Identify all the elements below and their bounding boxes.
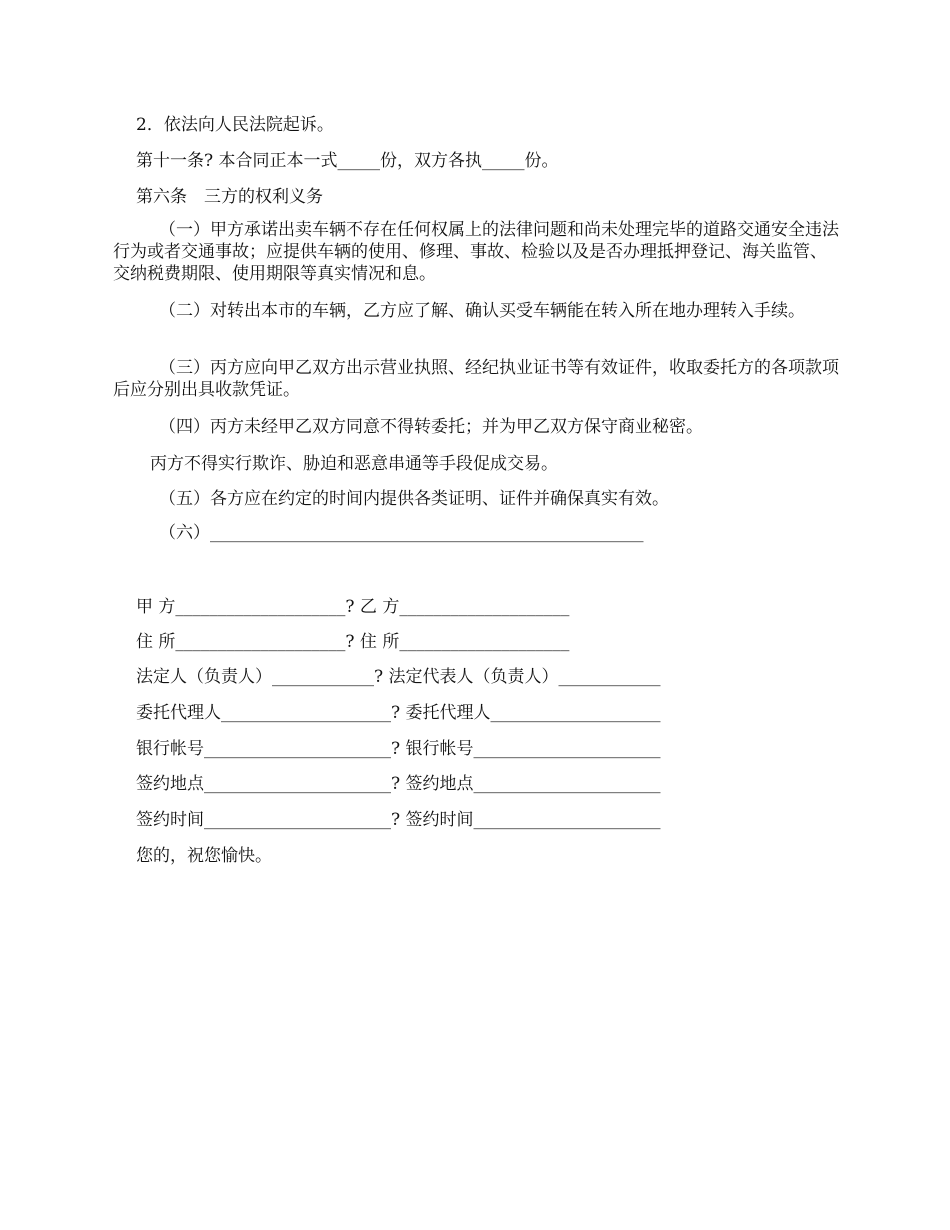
signature-bank-account-line: 银行帐号______________________? 银行帐号______________________ [136, 739, 661, 759]
signature-party-line: 甲 方____________________? 乙 方____________________ [136, 597, 570, 617]
clause-eleven: 第十一条? 本合同正本一式_____份，双方各执_____份。 [136, 151, 559, 171]
paragraph-four: （四）丙方未经甲乙双方同意不得转委托；并为甲乙双方保守商业秘密。 [159, 417, 703, 437]
paragraph-five: （五）各方应在约定的时间内提供各类证明、证件并确保真实有效。 [159, 489, 669, 509]
paragraph-two: （二）对转出本市的车辆，乙方应了解、确认买受车辆能在转入所在地办理转入手续。 [159, 301, 805, 321]
paragraph-no-fraud: 丙方不得实行欺诈、胁迫和恶意串通等手段促成交易。 [150, 454, 558, 474]
signature-legal-rep-line: 法定人（负责人）____________? 法定代表人（负责人）____________ [136, 667, 661, 687]
signature-address-line: 住 所____________________? 住 所____________________ [136, 632, 570, 652]
clause-item-2: 2．依法向人民法院起诉。 [136, 115, 334, 135]
signature-place-line: 签约地点______________________? 签约地点______________________ [136, 774, 661, 794]
signature-agent-line: 委托代理人____________________? 委托代理人____________________ [136, 703, 661, 723]
section-heading-article-six: 第六条 三方的权利义务 [136, 187, 323, 207]
paragraph-one: （一）甲方承诺出卖车辆不存在任何权属上的法律问题和尚未处理完毕的道路交通安全违法行为或者交通事故；应提供车辆的使用、修理、事故、检验以及是否办理抵押登记、海关监管、交纳税费期限、使用期限等真实情况和息。 [113, 220, 839, 284]
closing-text: 您的，祝您愉快。 [136, 846, 272, 866]
paragraph-three: （三）丙方应向甲乙双方出示营业执照、经纪执业证书等有效证件，收取委托方的各项款项后应分别出具收款凭证。 [113, 358, 839, 400]
signature-date-line: 签约时间______________________? 签约时间______________________ [136, 810, 661, 830]
paragraph-six-blank: （六）___________________________________________________ [159, 523, 644, 543]
